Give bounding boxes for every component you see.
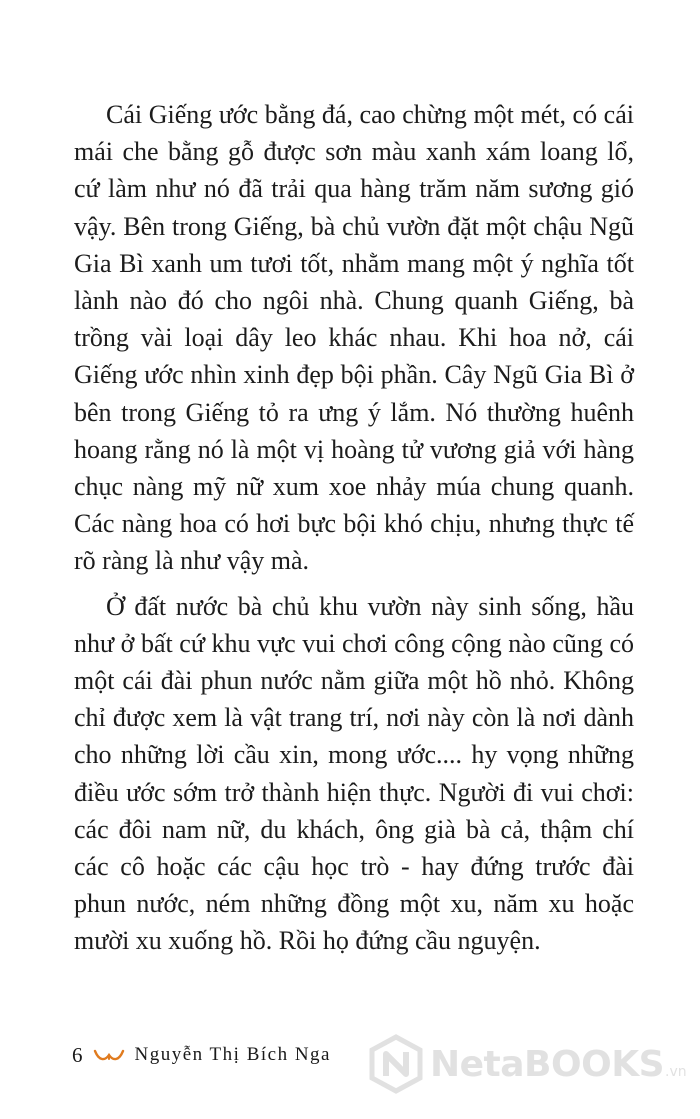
author-name: Nguyễn Thị Bích Nga (134, 1044, 331, 1065)
page-body (74, 96, 634, 960)
paragraph-1: Cái Giếng ước bằng đá, cao chừng một mét, có cái mái che bằng gỗ được sơn màu xanh xám loang lổ, cứ làm như nó đã trải qua hàng trăm năm sương gió vậy. Bên trong Giếng, bà chủ vườn đặt một chậu Ngũ Gia Bì xanh um tươi tốt, nhằm mang một ý nghĩa tốt lành nào đó cho ngôi nhà. Chung quanh Giếng, bà trồng vài loại dây leo khác nhau. Khi hoa nở, cái Giếng ước nhìn xinh đẹp bội phần. Cây Ngũ Gia Bì ở bên trong Giếng tỏ ra ưng ý lắm. Nó thường huênh hoang rằng nó là một vị hoàng tử vương giả với hàng chục nàng mỹ nữ xum xoe nhảy múa chung quanh. Các nàng hoa có hơi bực bội khó chịu, nhưng thực tế rõ ràng là như vậy mà. (74, 100, 634, 576)
leaf-ornament-icon (93, 1047, 125, 1063)
page-number: 6 (72, 1042, 83, 1067)
watermark (368, 1034, 687, 1094)
netabooks-hexagon-logo-icon (368, 1034, 424, 1094)
watermark-suffix: .vn (665, 1064, 687, 1080)
watermark-brand: NetaBOOKS (430, 1043, 665, 1085)
paragraph-2: Ở đất nước bà chủ khu vườn này sinh sống, hầu như ở bất cứ khu vực vui chơi công cộng nào cũng có một cái đài phun nước nằm giữa một hồ nhỏ. Không chỉ được xem là vật trang trí, nơi này còn là nơi dành cho những lời cầu xin, mong ước.... hy vọng những điều ước sớm trở thành hiện thực. Người đi vui chơi: các đôi nam nữ, du khách, ông già bà cả, thậm chí các cô hoặc các cậu học trò - hay đứng trước đài phun nước, ném những đồng một xu, năm xu hoặc mười xu xuống hồ. Rồi họ đứng cầu nguyện. (74, 591, 634, 956)
page-footer (72, 1040, 331, 1070)
